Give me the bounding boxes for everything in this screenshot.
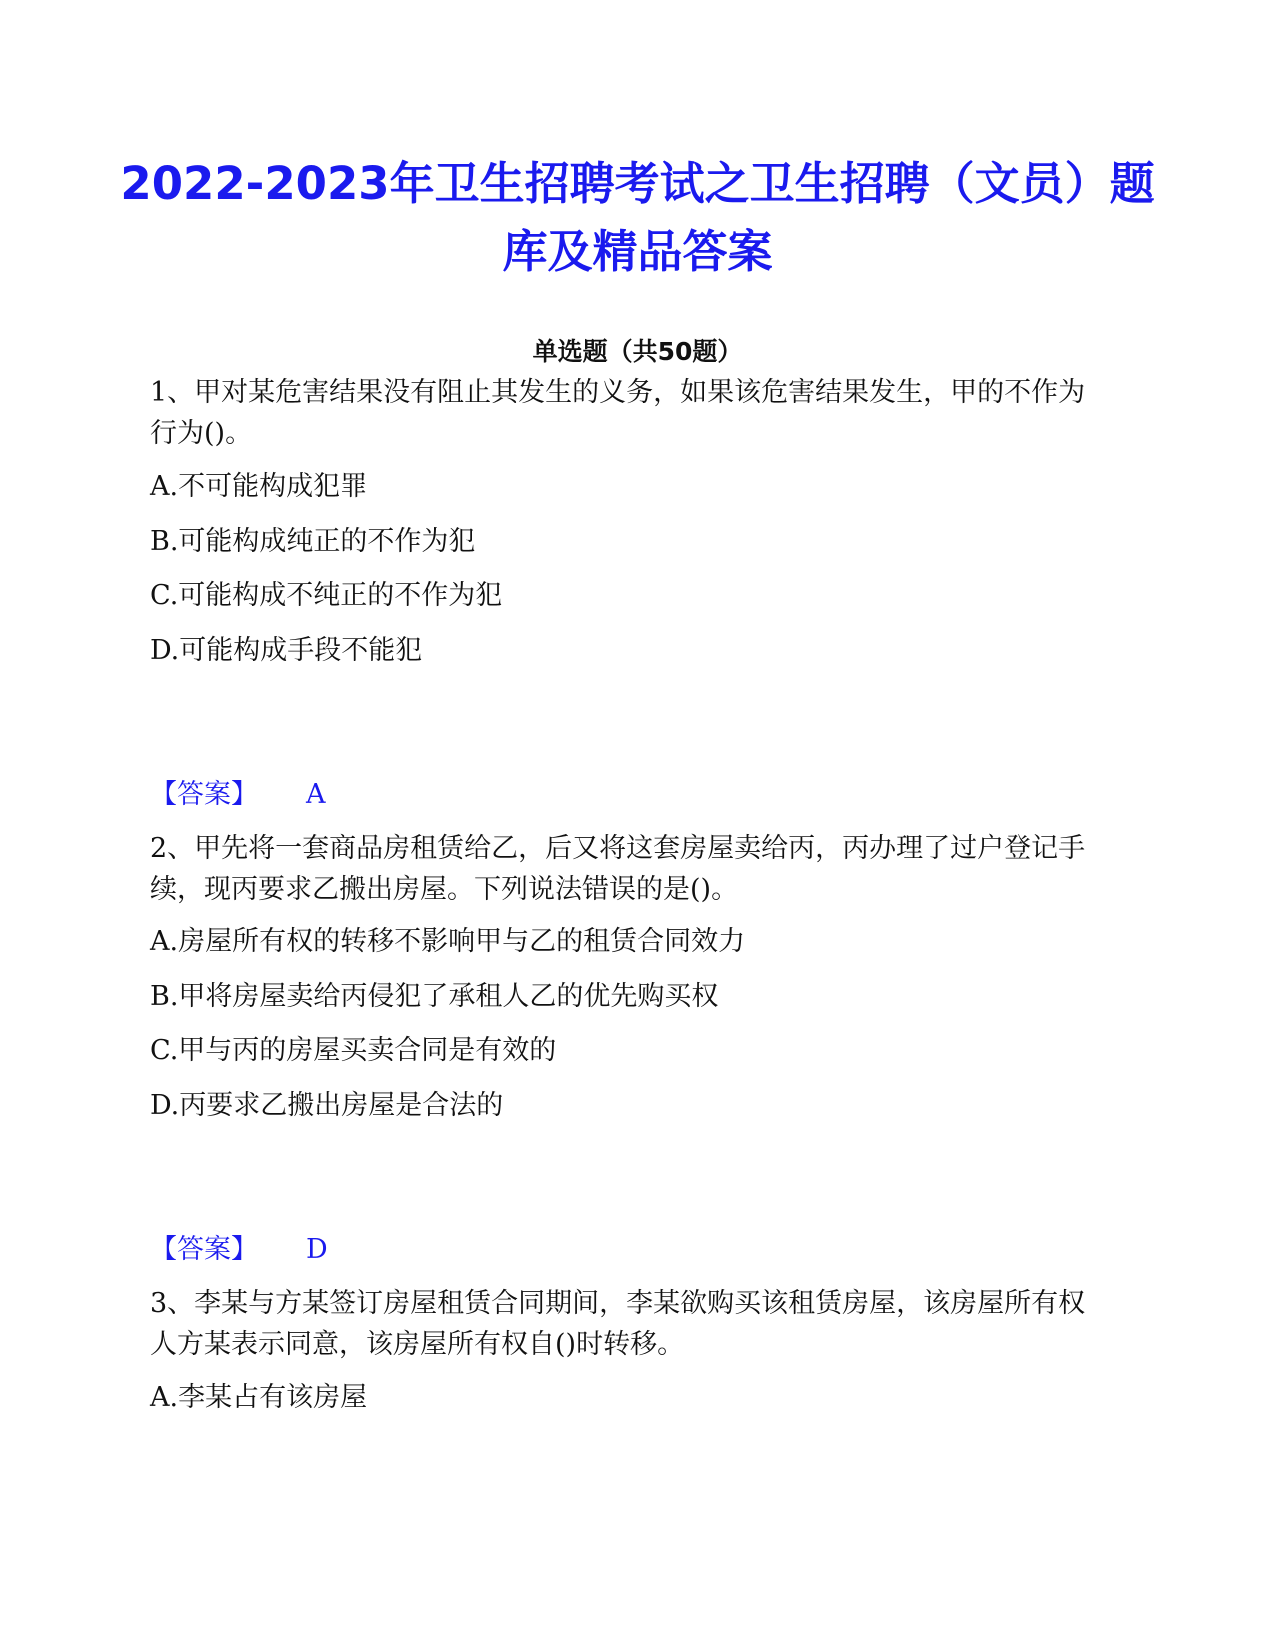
question-1-option-b: B.可能构成纯正的不作为犯 — [150, 526, 476, 557]
question-2-option-b: B.甲将房屋卖给丙侵犯了承租人乙的优先购买权 — [150, 981, 719, 1012]
document-title: 2022-2023年卫生招聘考试之卫生招聘（文员）题库及精品答案 — [120, 157, 1155, 278]
question-2-option-c: C.甲与丙的房屋买卖合同是有效的 — [150, 1035, 557, 1066]
answer-label: 【答案】 — [150, 1234, 258, 1265]
question-1-answer — [150, 775, 326, 815]
question-2-option-d: D.丙要求乙搬出房屋是合法的 — [150, 1090, 504, 1121]
answer-value: D — [306, 1234, 328, 1265]
answer-value: A — [306, 779, 326, 810]
question-3-option-a: A.李某占有该房屋 — [150, 1382, 368, 1413]
answer-label: 【答案】 — [150, 779, 258, 810]
question-2-stem: 2、甲先将一套商品房租赁给乙，后又将这套房屋卖给丙，丙办理了过户登记手续，现丙要求乙搬出房屋。下列说法错误的是()。 — [150, 833, 1086, 905]
question-3-stem: 3、李某与方某签订房屋租赁合同期间，李某欲购买该租赁房屋，该房屋所有权人方某表示同意，该房屋所有权自()时转移。 — [150, 1288, 1086, 1360]
question-1-stem: 1、甲对某危害结果没有阻止其发生的义务，如果该危害结果发生，甲的不作为行为()。 — [150, 377, 1086, 449]
section-heading: 单选题（共50题） — [532, 337, 743, 366]
question-2-option-a: A.房屋所有权的转移不影响甲与乙的租赁合同效力 — [150, 926, 746, 957]
question-1-option-d: D.可能构成手段不能犯 — [150, 635, 423, 666]
question-1-option-c: C.可能构成不纯正的不作为犯 — [150, 580, 503, 611]
question-2-answer — [150, 1230, 328, 1270]
question-1-option-a: A.不可能构成犯罪 — [150, 471, 368, 502]
